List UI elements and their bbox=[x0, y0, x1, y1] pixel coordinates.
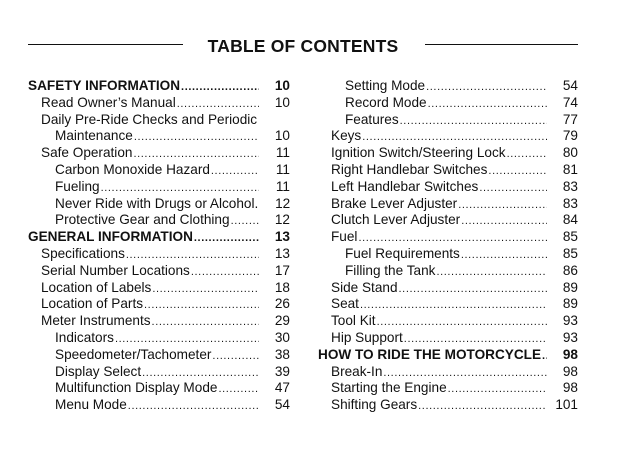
dot-leader bbox=[191, 264, 259, 281]
toc-entry[interactable] bbox=[28, 347, 290, 364]
toc-entry-page: 79 bbox=[562, 128, 578, 144]
toc-entry[interactable] bbox=[28, 280, 290, 297]
toc-entry-label: Ignition Switch/Steering Lock bbox=[331, 145, 506, 161]
toc-entry-page: 54 bbox=[562, 78, 578, 93]
toc-entry-label: Maintenance bbox=[55, 128, 133, 144]
toc-entry-page: 10 bbox=[274, 128, 290, 144]
dot-leader bbox=[400, 113, 547, 130]
toc-entry-page: 74 bbox=[562, 94, 578, 110]
toc-entry[interactable] bbox=[28, 162, 290, 179]
toc-entry-page: 85 bbox=[562, 245, 578, 261]
page-title: TABLE OF CONTENTS bbox=[207, 36, 399, 56]
toc-entry-page: 101 bbox=[555, 397, 578, 413]
toc-entry-page: 89 bbox=[562, 279, 578, 295]
toc-entry[interactable] bbox=[28, 95, 290, 112]
dot-leader bbox=[399, 281, 547, 298]
dot-leader bbox=[144, 297, 259, 314]
toc-entry-page: 12 bbox=[275, 195, 291, 211]
toc-entry-label: Carbon Monoxide Hazard bbox=[55, 161, 210, 177]
toc-entry-label: Daily Pre-Ride Checks and Periodic bbox=[41, 111, 258, 127]
toc-entry-label: Location of Parts bbox=[41, 296, 144, 312]
toc-entry-page: 11 bbox=[275, 161, 290, 177]
toc-entry[interactable] bbox=[318, 263, 578, 280]
toc-entry[interactable] bbox=[28, 128, 290, 145]
dot-leader bbox=[177, 96, 259, 113]
toc-entry[interactable] bbox=[28, 145, 290, 162]
toc-entry-label: Read Owner’s Manual bbox=[41, 94, 176, 110]
toc-entry-label: Meter Instruments bbox=[41, 313, 151, 329]
dot-leader bbox=[194, 230, 259, 247]
dot-leader bbox=[542, 348, 547, 365]
dot-leader bbox=[181, 79, 259, 96]
toc-entry-page: 85 bbox=[562, 229, 578, 245]
toc-entry[interactable] bbox=[318, 246, 578, 263]
toc-entry[interactable] bbox=[318, 313, 578, 330]
title-rule-right bbox=[425, 44, 578, 45]
toc-entry-label: Menu Mode bbox=[55, 397, 127, 413]
toc-entry-page: 11 bbox=[275, 145, 290, 161]
toc-column-left bbox=[28, 78, 290, 414]
dot-leader bbox=[358, 230, 547, 247]
toc-entry[interactable] bbox=[318, 212, 578, 229]
toc-entry-page: 13 bbox=[274, 229, 290, 245]
toc-entry[interactable] bbox=[318, 229, 578, 246]
toc-entry-label: Right Handlebar Switches bbox=[331, 161, 488, 177]
dot-leader bbox=[461, 247, 547, 264]
toc-column-right bbox=[318, 78, 578, 414]
toc-entry-label: Side Stand bbox=[331, 279, 398, 295]
toc-entry[interactable] bbox=[318, 364, 578, 381]
toc-entry-label: Keys bbox=[331, 128, 362, 144]
toc-entry-label: Seat bbox=[331, 296, 359, 312]
dot-leader bbox=[377, 314, 547, 331]
toc-entry[interactable] bbox=[318, 179, 578, 196]
dot-leader bbox=[152, 281, 259, 298]
toc-entry-page: 80 bbox=[562, 145, 578, 161]
toc-entry[interactable] bbox=[28, 313, 290, 330]
toc-entry-label: Features bbox=[345, 111, 399, 127]
toc-entry[interactable] bbox=[318, 162, 578, 179]
toc-entry-label: Specifications bbox=[41, 245, 125, 261]
toc-entry[interactable] bbox=[318, 380, 578, 397]
toc-entry-label: Left Handlebar Switches bbox=[331, 178, 479, 194]
toc-entry-page: 10 bbox=[274, 78, 290, 93]
toc-entry-label: Starting the Engine bbox=[331, 380, 447, 396]
toc-entry-page: 10 bbox=[274, 94, 290, 110]
toc-entry-page: 11 bbox=[275, 178, 290, 194]
toc-entry[interactable] bbox=[28, 397, 290, 414]
toc-entry[interactable] bbox=[318, 145, 578, 162]
dot-leader bbox=[211, 163, 259, 180]
dot-leader bbox=[128, 398, 259, 415]
dot-leader bbox=[428, 96, 547, 113]
toc-entry[interactable] bbox=[28, 196, 290, 213]
toc-entry-page: 30 bbox=[274, 329, 290, 345]
toc-entry-page: 86 bbox=[562, 262, 578, 278]
toc-entry-page: 98 bbox=[562, 380, 578, 396]
toc-entry-label: Multifunction Display Mode bbox=[55, 380, 218, 396]
toc-entry[interactable] bbox=[318, 280, 578, 297]
dot-leader bbox=[101, 180, 259, 197]
toc-entry[interactable] bbox=[318, 196, 578, 213]
toc-entry-label: Shifting Gears bbox=[331, 397, 418, 413]
toc-entry[interactable] bbox=[28, 229, 290, 246]
toc-entry-page: 26 bbox=[274, 296, 290, 312]
toc-entry-label: Fueling bbox=[55, 178, 100, 194]
dot-leader bbox=[212, 348, 259, 365]
toc-entry-label: Speedometer/Tachometer bbox=[55, 346, 212, 362]
toc-entry[interactable] bbox=[318, 128, 578, 145]
dot-leader bbox=[404, 331, 547, 348]
dot-leader bbox=[134, 129, 259, 146]
dot-leader bbox=[126, 247, 259, 264]
dot-leader bbox=[507, 146, 547, 163]
toc-entry-label: Protective Gear and Clothing bbox=[55, 212, 230, 228]
dot-leader bbox=[133, 146, 259, 163]
dot-leader bbox=[383, 365, 547, 382]
dot-leader bbox=[152, 314, 259, 331]
dot-leader bbox=[142, 365, 259, 382]
toc-entry[interactable] bbox=[28, 112, 290, 129]
dot-leader bbox=[115, 331, 259, 348]
toc-entry-page: 12 bbox=[274, 212, 290, 228]
toc-entry[interactable] bbox=[28, 179, 290, 196]
toc-entry[interactable] bbox=[28, 296, 290, 313]
toc-entry-label: Never Ride with Drugs or Alcohol. bbox=[55, 195, 259, 211]
toc-entry-label: HOW TO RIDE THE MOTORCYCLE bbox=[318, 346, 542, 362]
dot-leader bbox=[360, 297, 547, 314]
toc-entry-page: 93 bbox=[562, 329, 578, 345]
toc-entry-page: 39 bbox=[274, 363, 290, 379]
toc-entry-page: 83 bbox=[562, 178, 578, 194]
toc-entry-label: Brake Lever Adjuster bbox=[331, 195, 458, 211]
toc-entry-label: Setting Mode bbox=[345, 78, 426, 93]
toc-entry-page: 98 bbox=[562, 363, 578, 379]
toc-entry-label: SAFETY INFORMATION bbox=[28, 78, 181, 93]
toc-entry-label: Filling the Tank bbox=[345, 262, 436, 278]
toc-entry[interactable] bbox=[318, 95, 578, 112]
toc-entry-page: 38 bbox=[274, 346, 290, 362]
toc-entry[interactable] bbox=[28, 212, 290, 229]
toc-entry-label: Indicators bbox=[55, 329, 114, 345]
toc-entry-label: Safe Operation bbox=[41, 145, 133, 161]
dot-leader bbox=[218, 381, 259, 398]
toc-entry-page: 89 bbox=[562, 296, 578, 312]
toc-entry-page: 81 bbox=[562, 161, 578, 177]
toc-entry-page: 77 bbox=[562, 111, 578, 127]
toc-entry-label: Clutch Lever Adjuster bbox=[331, 212, 461, 228]
dot-leader bbox=[362, 129, 547, 146]
dot-leader bbox=[436, 264, 547, 281]
dot-leader bbox=[418, 398, 547, 415]
toc-entry[interactable] bbox=[318, 347, 578, 364]
toc-entry-label: Display Select bbox=[55, 363, 142, 379]
toc-entry-page: 47 bbox=[274, 380, 290, 396]
toc-entry[interactable] bbox=[28, 380, 290, 397]
dot-leader bbox=[461, 213, 547, 230]
dot-leader bbox=[458, 197, 547, 214]
toc-entry[interactable] bbox=[318, 330, 578, 347]
toc-entry-label: Record Mode bbox=[345, 94, 427, 110]
dot-leader bbox=[231, 213, 259, 230]
dot-leader bbox=[488, 163, 547, 180]
toc-entry[interactable] bbox=[318, 112, 578, 129]
toc-entry[interactable] bbox=[318, 78, 578, 95]
toc-entry-label: Location of Labels bbox=[41, 279, 152, 295]
toc-entry[interactable] bbox=[318, 296, 578, 313]
toc-entry-label: Serial Number Locations bbox=[41, 262, 190, 278]
toc-entry-page: 93 bbox=[562, 313, 578, 329]
toc-entry[interactable] bbox=[318, 397, 578, 414]
toc-entry[interactable] bbox=[28, 78, 290, 95]
toc-entry-page: 84 bbox=[562, 212, 578, 228]
dot-leader bbox=[426, 79, 547, 96]
toc-entry-label: Hip Support bbox=[331, 329, 403, 345]
toc-entry[interactable] bbox=[28, 364, 290, 381]
toc-entry-page: 17 bbox=[274, 262, 290, 278]
toc-entry-label: GENERAL INFORMATION bbox=[28, 229, 193, 245]
toc-entry-page: 13 bbox=[274, 245, 290, 261]
toc-entry[interactable] bbox=[28, 330, 290, 347]
toc-entry-label: Fuel bbox=[331, 229, 358, 245]
toc-entry-label: Break-In bbox=[331, 363, 383, 379]
toc-entry-label: Tool Kit bbox=[331, 313, 376, 329]
toc-entry-page: 29 bbox=[274, 313, 290, 329]
toc-entry-page: 54 bbox=[274, 397, 290, 413]
dot-leader bbox=[448, 381, 547, 398]
toc-entry[interactable] bbox=[28, 246, 290, 263]
toc-entry-label: Fuel Requirements bbox=[345, 245, 460, 261]
toc-entry-page: 18 bbox=[274, 279, 290, 295]
toc-entry-page: 98 bbox=[562, 346, 578, 362]
toc-entry-page: 83 bbox=[562, 195, 578, 211]
dot-leader bbox=[479, 180, 547, 197]
toc-entry[interactable] bbox=[28, 263, 290, 280]
